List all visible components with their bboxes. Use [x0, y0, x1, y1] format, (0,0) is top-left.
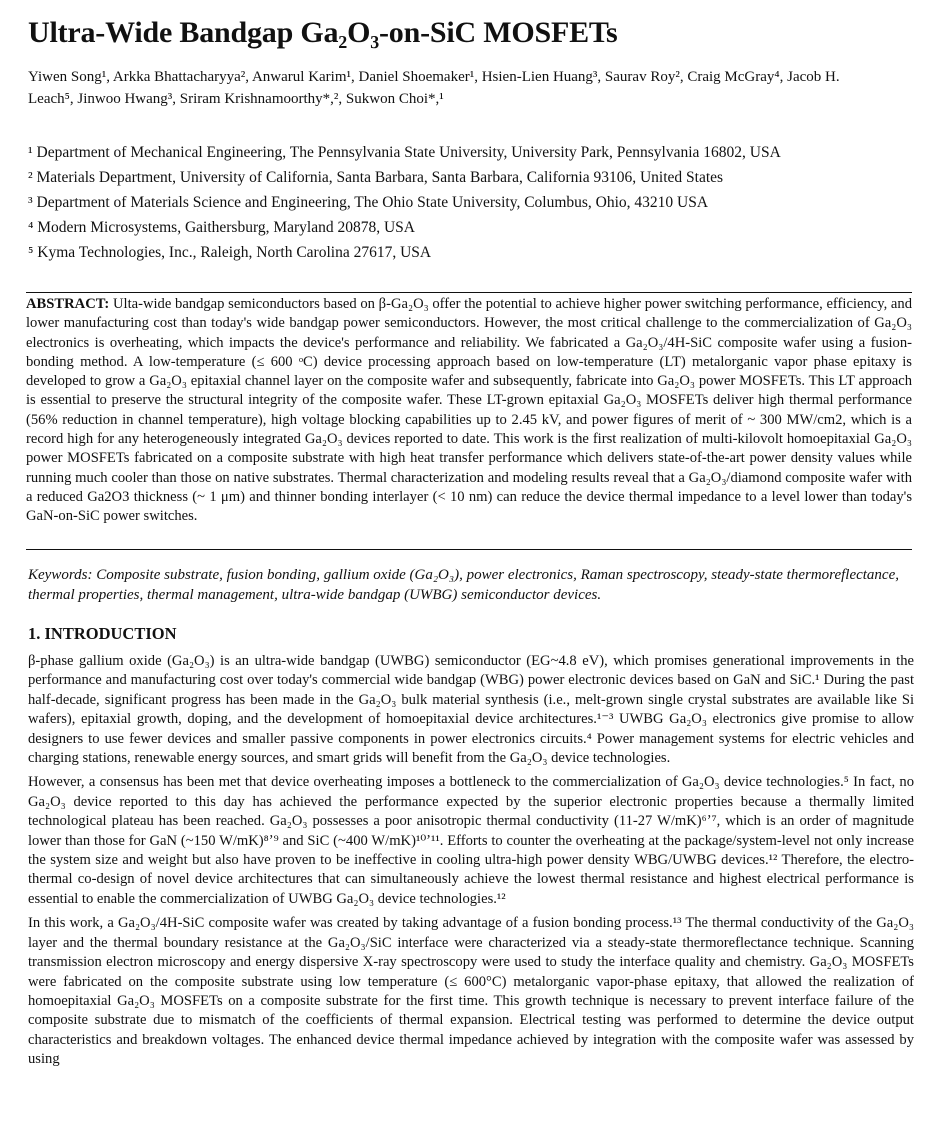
abstract-label: ABSTRACT:	[26, 296, 110, 312]
affiliation-2: ² Materials Department, University of California, Santa Barbara, Santa Barbara, California 93106, United States	[28, 169, 724, 186]
paragraph-2: However, a consensus has been met that device overheating imposes a bottleneck to the commercialization of Ga₂O₃ device technologies.⁵ In fact, no Ga₂O₃ device reported to this day has achieved the performance expected by the superior electronic properties because a thermally limited technological plateau has been reached. Ga₂O₃ possesses a poor anisotropic thermal conductivity (11-27 W/mK)⁶ʼ⁷, which is an order of magnitude lower than those for GaN (~150 W/mK)⁸ʼ⁹ and SiC (~400 W/mK)¹⁰ʼ¹¹. Efforts to counter the overheating at the package/system-level not only increase the system size and weight but also have proven to be ineffective in cooling ultra-high power density WBG/UWBG devices.¹² Therefore, the electro-thermal co-design of novel device architectures that can simultaneously achieve the lowest thermal resistance and highest electrical performance is essential to enable the commercialization of UWBG Ga₂O₃ device technologies.¹²	[28, 774, 914, 907]
introduction-body	[28, 652, 914, 1075]
affiliation-3: ³ Department of Materials Science and Engineering, The Ohio State University, Columbus, Ohio, 43210 USA	[28, 194, 709, 211]
paper-title: Ultra-Wide Bandgap Ga₂O₃-on-SiC MOSFETs	[28, 16, 618, 49]
paragraph-1: β-phase gallium oxide (Ga₂O₃) is an ultra-wide bandgap (UWBG) semiconductor (EG~4.8 eV), which promises generational improvements in the performance and manufacturing cost over today's commercial wide bandgap (WBG) power electronic devices based on GaN and SiC.¹ During the past half-decade, significant progress has been made in the Ga₂O₃ bulk material synthesis (i.e., melt-grown single crystal substrates are available like Si wafers), epitaxial growth, doping, and the development of homoepitaxial device architectures.¹⁻³ UWBG Ga₂O₃ electronics give promise to allow designers to use fewer devices and smaller passive components in power electronics circuits.⁴ Power management systems for electric vehicles and charging stations, renewable energy sources, and smart grids will benefit from the Ga₂O₃ device technologies.	[28, 653, 914, 767]
affiliation-list	[28, 140, 908, 265]
affiliation-5: ⁵ Kyma Technologies, Inc., Raleigh, North Carolina 27617, USA	[28, 244, 432, 261]
affiliation-1: ¹ Department of Mechanical Engineering, The Pennsylvania State University, University Park, Pennsylvania 16802, USA	[28, 144, 781, 161]
paragraph-3: In this work, a Ga₂O₃/4H-SiC composite wafer was created by taking advantage of a fusion bonding process.¹³ The thermal conductivity of the Ga₂O₃ layer and the thermal boundary resistance at the Ga₂O₃/SiC interface were characterized via a steady-state thermoreflectance technique. Scanning transmission electron microscopy and energy dispersive X-ray spectroscopy were used to study the interface quality and chemistry. Ga₂O₃ MOSFETs were fabricated on the composite substrate using low temperature (≤ 600°C) metalorganic vapor-phase epitaxy, that allowed the realization of homoepitaxial Ga₂O₃ MOSFETs on a composite substrate for the first time. This growth technique is necessary to prevent interface failure of the composite substrate due to mismatch of the coefficients of thermal expansion. Electrical testing was performed to determine the device output characteristics and breakdown voltages. The enhanced device thermal impedance achieved by integration with the composite wafer was assessed by using	[28, 915, 914, 1068]
keywords: Keywords: Composite substrate, fusion bonding, gallium oxide (Ga₂O₃), power electronics, Raman spectroscopy, steady-state thermoreflectance, thermal properties, thermal management, ultra-wide bandgap (UWBG) semiconductor devices.	[28, 567, 899, 603]
author-list: Yiwen Song¹, Arkka Bhattacharyya², Anwarul Karim¹, Daniel Shoemaker¹, Hsien-Lien Huang³, Saurav Roy², Craig McGray⁴, Jacob H. Leach⁵, Jinwoo Hwang³, Sriram Krishnamoorthy*,², Sukwon Choi*,¹	[28, 69, 840, 107]
abstract-box	[26, 292, 912, 550]
affiliation-4: ⁴ Modern Microsystems, Gaithersburg, Maryland 20878, USA	[28, 219, 415, 236]
section-heading-introduction: 1. INTRODUCTION	[28, 624, 177, 643]
abstract-text: Ulta-wide bandgap semiconductors based on β-Ga₂O₃ offer the potential to achieve higher power switching performance, efficiency, and lower manufacturing cost than today's wide bandgap power semiconductors. However, the most critical challenge to the commercialization of Ga₂O₃ electronics is overheating, which impacts the device's performance and reliability. We fabricated a Ga₂O₃/4H-SiC composite wafer using a fusion-bonding method. A low-temperature (≤ 600 ᵒC) device processing approach based on low-temperature (LT) metalorganic vapor phase epitaxy is developed to grow a Ga₂O₃ epitaxial channel layer on the composite wafer and subsequently, fabricate into Ga₂O₃ power MOSFETs. This LT approach is essential to preserve the structural integrity of the composite wafer. These LT-grown epitaxial Ga₂O₃ MOSFETs deliver high thermal performance (56% reduction in channel temperature), high voltage blocking capabilities up to 2.45 kV, and power figures of merit of ~ 300 MW/cm2, which is a record high for any heterogeneously integrated Ga₂O₃ devices reported to date. This work is the first realization of multi-kilovolt homoepitaxial Ga₂O₃ power MOSFETs fabricated on a composite substrate with high heat transfer performance which delivers state-of-the-art power density values while running much cooler than those on native substrates. Thermal characterization and modeling results reveal that a Ga₂O₃/diamond composite wafer with a reduced Ga2O3 thickness (~ 1 μm) and thinner bonding interlayer (< 10 nm) can reduce the device thermal impedance to a level lower than today's GaN-on-SiC power switches.	[26, 296, 912, 525]
